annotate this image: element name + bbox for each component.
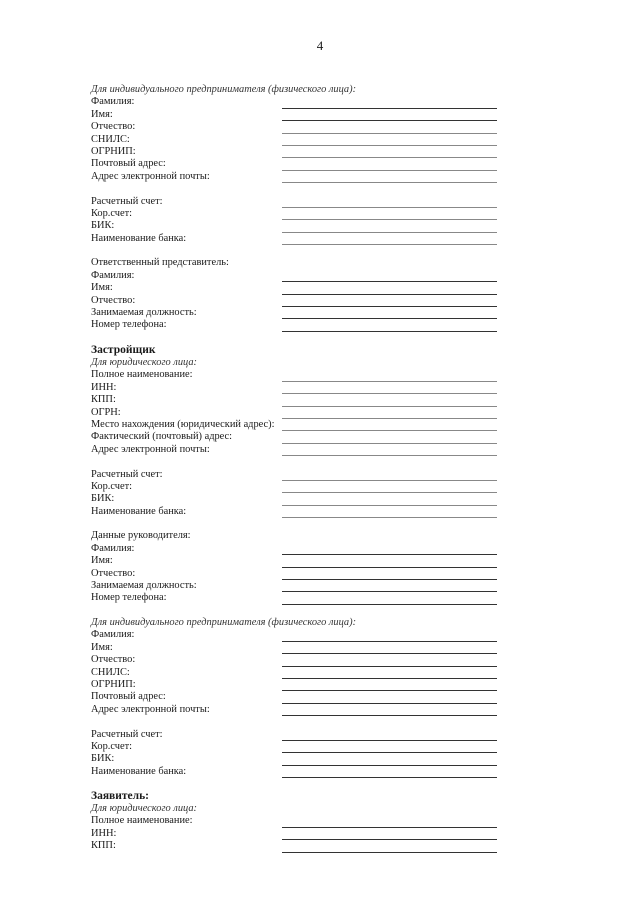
field-label: Отчество: <box>91 654 136 666</box>
page-number: 4 <box>316 38 324 53</box>
input-line[interactable] <box>282 455 497 456</box>
form-row <box>91 741 497 753</box>
form-row <box>91 109 497 121</box>
form-row <box>91 642 497 654</box>
input-line[interactable] <box>282 777 497 778</box>
field-label: Адрес электронной почты: <box>91 443 210 455</box>
individual-entrepreneur-section-1 <box>91 84 497 332</box>
input-line[interactable] <box>282 715 497 716</box>
form-row <box>91 220 497 232</box>
section-title: Заявитель: <box>91 790 149 802</box>
field-label: Кор.счет: <box>91 207 133 219</box>
field-label: Отчество: <box>91 567 136 579</box>
form-row <box>91 407 497 419</box>
input-line[interactable] <box>282 182 497 183</box>
form-row <box>91 592 497 604</box>
form-row <box>91 307 497 319</box>
form-row <box>91 654 497 666</box>
input-line[interactable] <box>282 852 497 853</box>
field-label: ИНН: <box>91 381 117 393</box>
form-row <box>91 394 497 406</box>
field-label: Фамилия: <box>91 542 135 554</box>
field-label: Наименование банка: <box>91 505 187 517</box>
form-row <box>91 233 497 245</box>
form-row <box>91 96 497 108</box>
form-row <box>91 121 497 133</box>
individual-entrepreneur-section-2 <box>91 617 497 778</box>
form-row <box>91 667 497 679</box>
input-line[interactable] <box>282 244 497 245</box>
form-row <box>91 679 497 691</box>
field-label: Занимаемая должность: <box>91 307 197 319</box>
field-label: Кор.счет: <box>91 740 133 752</box>
field-label: СНИЛС: <box>91 133 130 145</box>
field-label: Фамилия: <box>91 96 135 108</box>
field-label: СНИЛС: <box>91 666 130 678</box>
form-row <box>91 691 497 703</box>
form-row <box>91 270 497 282</box>
form-row <box>91 828 497 840</box>
section-subtitle: Для индивидуального предпринимателя (физического лица): <box>91 84 357 95</box>
form-row <box>91 419 497 431</box>
section-subtitle: Для индивидуального предпринимателя (физического лица): <box>91 617 357 628</box>
group-title: Данные руководителя: <box>91 530 191 542</box>
field-label: Занимаемая должность: <box>91 580 197 592</box>
form-row <box>91 481 497 493</box>
form-row <box>91 840 497 852</box>
field-label: Фактический (почтовый) адрес: <box>91 431 233 443</box>
form-row <box>91 319 497 331</box>
form-row <box>91 469 497 481</box>
field-label: Почтовый адрес: <box>91 158 166 170</box>
form-row <box>91 295 497 307</box>
form-row <box>91 444 497 456</box>
applicant-section <box>91 790 497 853</box>
input-line[interactable] <box>282 331 497 332</box>
form-row <box>91 815 497 827</box>
field-label: ИНН: <box>91 827 117 839</box>
field-label: Наименование банка: <box>91 232 187 244</box>
field-label: Место нахождения (юридический адрес): <box>91 418 275 430</box>
form-row <box>91 704 497 716</box>
field-label: Полное наименование: <box>91 815 193 827</box>
field-label: Имя: <box>91 282 113 294</box>
form-row <box>91 580 497 592</box>
field-label: БИК: <box>91 493 115 505</box>
section-title: Застройщик <box>91 344 156 356</box>
field-label: Почтовый адрес: <box>91 691 166 703</box>
form-row <box>91 369 497 381</box>
form-row <box>91 196 497 208</box>
field-label: ОГРНИП: <box>91 678 136 690</box>
form-row <box>91 753 497 765</box>
form-row <box>91 568 497 580</box>
form-row <box>91 431 497 443</box>
form-row <box>91 555 497 567</box>
form-row <box>91 530 497 542</box>
input-line[interactable] <box>282 517 497 518</box>
field-label: Наименование банка: <box>91 765 187 777</box>
form-row <box>91 146 497 158</box>
field-label: Адрес электронной почты: <box>91 170 210 182</box>
field-label: БИК: <box>91 753 115 765</box>
field-label: Номер телефона: <box>91 319 167 331</box>
field-label: ОГРН: <box>91 406 121 418</box>
form-row <box>91 257 497 269</box>
form-row <box>91 158 497 170</box>
form-row <box>91 134 497 146</box>
field-label: Адрес электронной почты: <box>91 703 210 715</box>
form-row <box>91 493 497 505</box>
field-label: Кор.счет: <box>91 480 133 492</box>
form-row <box>91 171 497 183</box>
form-row <box>91 729 497 741</box>
field-label: Полное наименование: <box>91 369 193 381</box>
field-label: Номер телефона: <box>91 592 167 604</box>
field-label: Имя: <box>91 641 113 653</box>
field-label: Отчество: <box>91 121 136 133</box>
form-row <box>91 282 497 294</box>
field-label: Имя: <box>91 555 113 567</box>
form-row <box>91 208 497 220</box>
input-line[interactable] <box>282 604 497 605</box>
field-label: КПП: <box>91 394 116 406</box>
field-label: Отчество: <box>91 294 136 306</box>
developer-section <box>91 344 497 605</box>
field-label: Расчетный счет: <box>91 728 163 740</box>
field-label: Фамилия: <box>91 629 135 641</box>
field-label: ОГРНИП: <box>91 145 136 157</box>
field-label: Имя: <box>91 108 113 120</box>
field-label: КПП: <box>91 840 116 852</box>
form-row <box>91 382 497 394</box>
field-label: Расчетный счет: <box>91 195 163 207</box>
form-row <box>91 629 497 641</box>
field-label: Фамилия: <box>91 269 135 281</box>
section-subtitle: Для юридического лица: <box>91 357 197 368</box>
section-subtitle: Для юридического лица: <box>91 803 197 814</box>
form-row <box>91 506 497 518</box>
field-label: БИК: <box>91 220 115 232</box>
form-row <box>91 766 497 778</box>
field-label: Расчетный счет: <box>91 468 163 480</box>
group-title: Ответственный представитель: <box>91 257 229 269</box>
form-row <box>91 543 497 555</box>
